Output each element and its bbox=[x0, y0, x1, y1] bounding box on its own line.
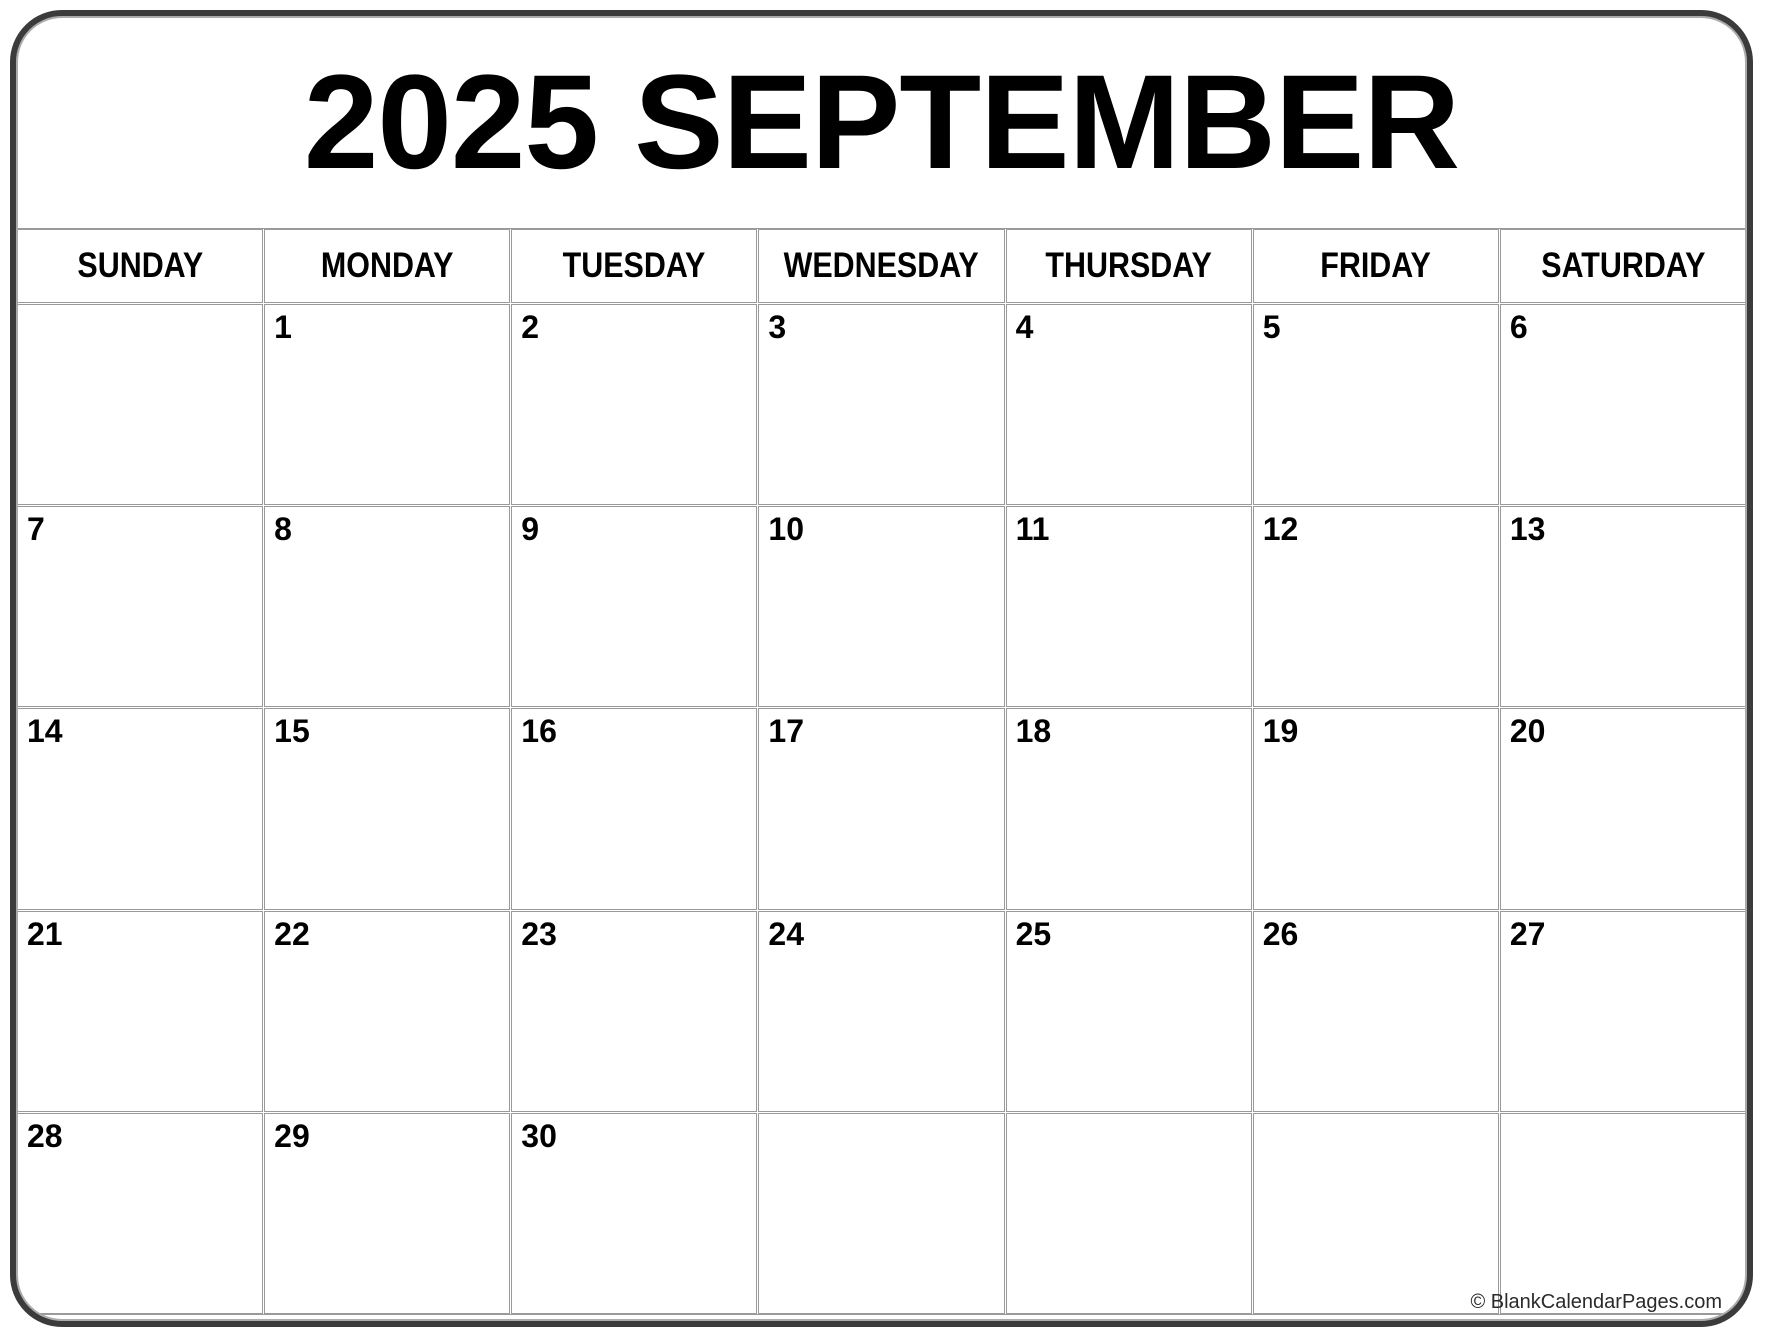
day-number: 10 bbox=[768, 511, 805, 548]
day-number: 25 bbox=[1015, 915, 1052, 952]
weekday-header-saturday bbox=[1500, 229, 1746, 303]
day-cell-22 bbox=[264, 911, 510, 1112]
day-cell-19 bbox=[1253, 708, 1499, 909]
day-cell-5 bbox=[1253, 304, 1499, 505]
day-cell-17 bbox=[758, 708, 1004, 909]
day-cell-13 bbox=[1500, 506, 1746, 707]
weekday-header-thursday bbox=[1006, 229, 1252, 303]
weekday-label: THURSDAY bbox=[1045, 246, 1212, 285]
weekday-label: WEDNESDAY bbox=[783, 246, 980, 285]
day-cell-29 bbox=[264, 1113, 510, 1314]
day-number: 18 bbox=[1015, 713, 1052, 750]
day-number: 12 bbox=[1262, 511, 1299, 548]
weekday-header-sunday bbox=[17, 229, 263, 303]
day-number: 3 bbox=[768, 309, 787, 345]
calendar-grid bbox=[16, 228, 1747, 1315]
day-cell-18 bbox=[1006, 708, 1252, 909]
day-number: 30 bbox=[521, 1117, 557, 1154]
day-cell-23 bbox=[511, 911, 757, 1112]
day-number: 16 bbox=[521, 713, 557, 750]
day-cell-26 bbox=[1253, 911, 1499, 1112]
weekday-label: MONDAY bbox=[320, 246, 454, 285]
day-number: 19 bbox=[1262, 713, 1299, 750]
calendar-title: 2025 SEPTEMBER bbox=[303, 47, 1460, 197]
day-number: 29 bbox=[274, 1117, 310, 1154]
day-number: 21 bbox=[27, 915, 63, 952]
day-cell-2 bbox=[511, 304, 757, 505]
day-cell-11 bbox=[1006, 506, 1252, 707]
weekday-header-friday bbox=[1253, 229, 1499, 303]
day-cell-empty bbox=[1500, 1113, 1746, 1314]
weekday-label: TUESDAY bbox=[562, 246, 706, 285]
day-cell-empty bbox=[17, 304, 263, 505]
day-number: 8 bbox=[274, 511, 292, 548]
day-cell-30 bbox=[511, 1113, 757, 1314]
day-number: 6 bbox=[1509, 309, 1528, 345]
day-cell-24 bbox=[758, 911, 1004, 1112]
day-cell-8 bbox=[264, 506, 510, 707]
day-number: 13 bbox=[1509, 511, 1546, 548]
day-cell-27 bbox=[1500, 911, 1746, 1112]
day-number: 9 bbox=[521, 511, 540, 548]
weekday-label: FRIDAY bbox=[1320, 246, 1432, 285]
day-number: 27 bbox=[1509, 915, 1546, 952]
day-number: 24 bbox=[768, 915, 805, 952]
day-cell-4 bbox=[1006, 304, 1252, 505]
calendar-frame bbox=[10, 10, 1753, 1327]
day-cell-10 bbox=[758, 506, 1004, 707]
day-number: 20 bbox=[1509, 713, 1546, 750]
day-cell-3 bbox=[758, 304, 1004, 505]
day-cell-14 bbox=[17, 708, 263, 909]
day-cell-9 bbox=[511, 506, 757, 707]
calendar-frame-content bbox=[16, 16, 1747, 1321]
day-number: 22 bbox=[274, 915, 310, 952]
day-cell-21 bbox=[17, 911, 263, 1112]
day-number: 28 bbox=[27, 1117, 63, 1154]
day-cell-15 bbox=[264, 708, 510, 909]
weekday-header-monday bbox=[264, 229, 510, 303]
weekday-label: SATURDAY bbox=[1540, 246, 1705, 285]
day-number: 4 bbox=[1015, 309, 1034, 345]
day-number: 15 bbox=[274, 713, 310, 750]
day-cell-16 bbox=[511, 708, 757, 909]
day-number: 1 bbox=[274, 309, 292, 345]
day-cell-20 bbox=[1500, 708, 1746, 909]
day-cell-empty bbox=[758, 1113, 1004, 1314]
day-cell-28 bbox=[17, 1113, 263, 1314]
day-cell-7 bbox=[17, 506, 263, 707]
day-number: 7 bbox=[27, 511, 45, 548]
day-cell-6 bbox=[1500, 304, 1746, 505]
weekday-header-tuesday bbox=[511, 229, 757, 303]
day-cell-25 bbox=[1006, 911, 1252, 1112]
day-number: 11 bbox=[1015, 511, 1050, 548]
weekday-header-wednesday bbox=[758, 229, 1004, 303]
day-cell-12 bbox=[1253, 506, 1499, 707]
day-number: 17 bbox=[768, 713, 805, 750]
day-number: 2 bbox=[521, 309, 540, 345]
day-number: 14 bbox=[27, 713, 63, 750]
day-number: 23 bbox=[521, 915, 557, 952]
day-cell-empty bbox=[1253, 1113, 1499, 1314]
weekday-label: SUNDAY bbox=[77, 246, 203, 285]
day-cell-empty bbox=[1006, 1113, 1252, 1314]
day-number: 5 bbox=[1262, 309, 1281, 345]
copyright-text: © BlankCalendarPages.com bbox=[1470, 1291, 1722, 1313]
day-number: 26 bbox=[1262, 915, 1299, 952]
day-cell-1 bbox=[264, 304, 510, 505]
